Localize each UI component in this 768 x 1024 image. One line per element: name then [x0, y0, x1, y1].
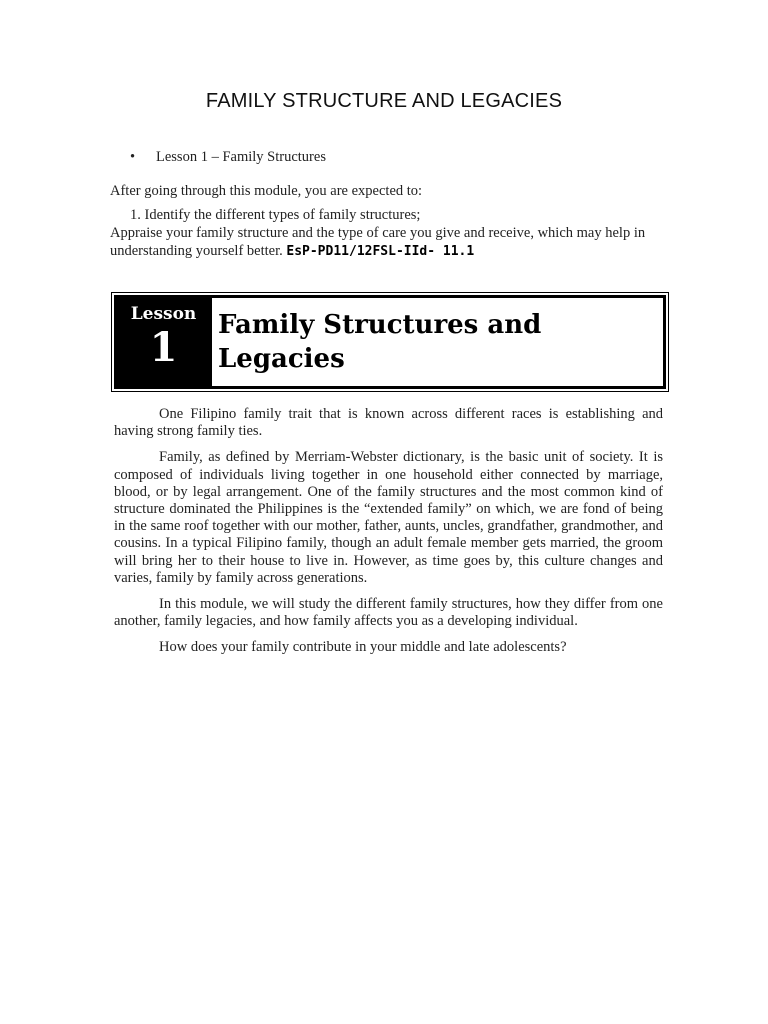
body-paragraph-2: Family, as defined by Merriam-Webster dictionary, is the basic unit of society. It is composed of individuals living together in one household either connected by marriage, blood, or by legal arrangement. One of the family structures and the most common kind of structure dominated the Philippines is the “extended family” on which, we are fond of being in the same roof together with our mother, father, aunts, uncles, grandfather, grandmother, and cousins. In a typical Filipino family, though an adult female member gets married, the groom will bring her to their house to live in. However, as time goes by, this culture changes and varies, family by family across generations. — [114, 449, 663, 586]
lesson-title — [212, 298, 541, 386]
body-paragraph-4: How does your family contribute in your middle and late adolescents? — [159, 639, 567, 656]
competency-code: EsP-PD11/12FSL-IId- 11.1 — [286, 244, 475, 259]
lesson-list-item — [130, 149, 326, 166]
lesson-badge-number: 1 — [149, 324, 178, 371]
body-paragraph-3: In this module, we will study the different family structures, how they differ from one another, family legacies, and how family affects you as a developing individual. — [114, 596, 663, 630]
lesson-title-line-1: Family Structures and — [218, 310, 542, 340]
lesson-list-label: Lesson 1 – Family Structures — [156, 149, 326, 165]
lesson-header-box — [114, 295, 666, 389]
objectives-intro: After going through this module, you are expected to: — [110, 183, 423, 199]
objectives-section — [110, 182, 662, 261]
body-paragraph-1: One Filipino family trait that is known across different races is establishing and having strong family ties. — [114, 406, 663, 440]
lesson-badge-word: Lesson — [130, 304, 197, 324]
page-title: FAMILY STRUCTURE AND LEGACIES — [205, 90, 563, 112]
objective-item-2 — [110, 224, 662, 261]
lesson-title-line-2: Legacies — [218, 344, 345, 374]
bullet-icon: • — [130, 149, 136, 165]
objective-item-2-text: Appraise your family structure and the type of care you give and receive, which may help in understanding yourself better. — [110, 225, 646, 259]
lesson-body — [114, 406, 663, 666]
lesson-badge — [117, 298, 210, 386]
objective-item-1: 1. Identify the different types of family structures; — [130, 207, 421, 223]
